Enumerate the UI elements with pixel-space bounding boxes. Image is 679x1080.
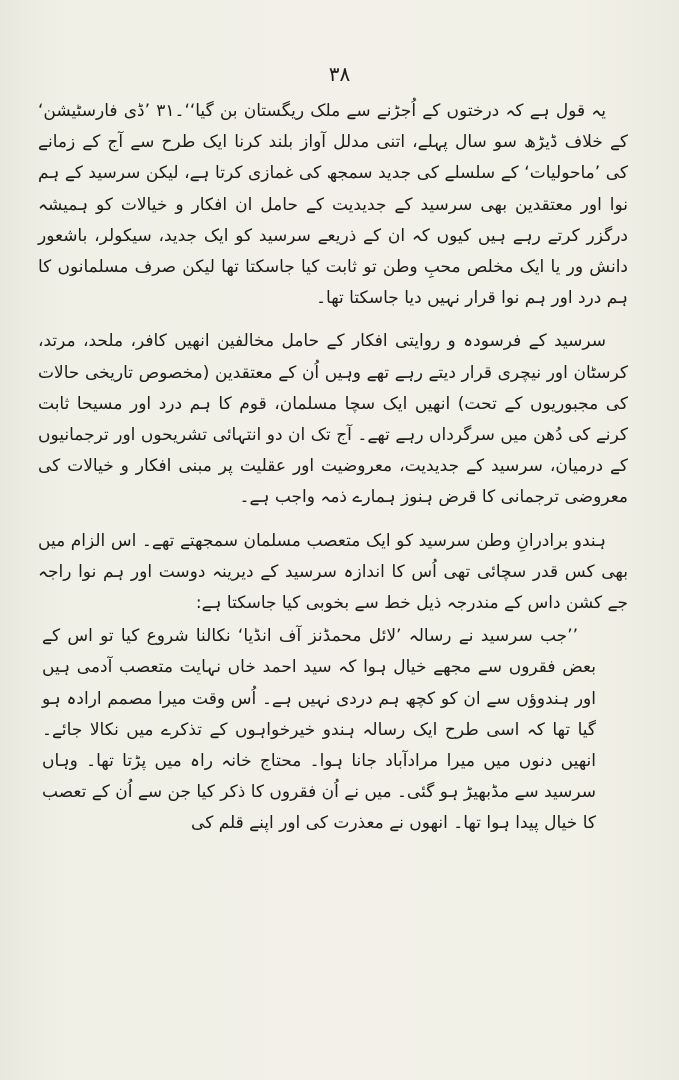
block-quote-letter: ’’جب سرسید نے رسالہ ’لائل محمڈنز آف انڈیا‘ نکالنا شروع کیا تو اس کے بعض فقروں سے مجھے خیال ہوا کہ سید احمد خاں نہایت متعصب آدمی ہیں اور ہندوؤں سے ان کو کچھ ہم دردی نہیں ہے۔ اُس وقت میرا مصمم ارادہ ہو گیا تھا کہ اسی طرح ایک رسالہ ہندو خیرخواہوں کے تذکرے میں نکالا جائے۔ انھیں دنوں میں میرا مرادآباد جانا ہوا۔ محتاج خانہ راہ میں پڑتا تھا۔ وہاں سرسید سے مڈبھیڑ ہو گئی۔ میں نے اُن فقروں کا ذکر کیا جن سے اُن کے تعصب کا خیال پیدا ہوا تھا۔ انھوں نے معذرت کی اور اپنے قلم کی bbox=[42, 626, 596, 834]
page-body bbox=[38, 96, 628, 840]
paragraph-hindu-perception: ہندو برادرانِ وطن سرسید کو ایک متعصب مسلمان سمجھتے تھے۔ اس الزام میں بھی کس قدر سچائی تھی اُس کا اندازہ سرسید کے دیرینہ دوست اور ہم نوا راجہ جے کشن داس کے مندرجہ ذیل خط سے بخوبی کیا جاسکتا ہے: bbox=[38, 530, 628, 614]
paragraph-interpretations: سرسید کے فرسودہ و روایتی افکار کے حامل مخالفین انھیں کافر، ملحد، مرتد، کرسٹان اور نیچری قرار دیتے رہے تھے وہیں اُن کے معتقدین (مخصوص تاریخی حالات کی مجبوریوں کے تحت) انھیں ایک سچا مسلمان، قوم کا ہم درد اور مسیحا ثابت کرنے کی دُھن میں سرگرداں رہے تھے۔ آج تک ان دو انتہائی تشریحوں اور ترجمانیوں کے درمیان، سرسید کے جدیدیت، معروضیت اور عقلیت پر مبنی افکار و خیالات کی معروضی ترجمانی کا قرض ہنوز ہمارے ذمہ واجب ہے۔ bbox=[38, 331, 628, 508]
paragraph-deforestation: یہ قول ہے کہ درختوں کے اُجڑنے سے ملک ریگستان بن گیا‘‘۔۳۱ ’ڈی فارسٹیشن‘ کے خلاف ڈیڑھ سو سال پہلے، اتنی مدلل آواز بلند کرنا ایک طرح سے آج کے زمانے کی ’ماحولیات‘ کے سلسلے کی جدید سمجھ کی غمازی کرتا ہے، لیکن سرسید کے ہم نوا اور معتقدین بھی سرسید کے جدیدیت کے حامل ان افکار و خیالات کو ہمیشہ درگزر کرتے رہے ہیں کیوں کہ ان کے ذریعے سرسید کو ایک جدید، سیکولر، باشعور دانش ور یا ایک مخلص محبِ وطن تو ثابت کیا جاسکتا تھا لیکن صرف مسلمانوں کا ہم درد اور ہم نوا قرار نہیں دیا جاسکتا تھا۔ bbox=[38, 101, 628, 309]
page-number: ۳۸ bbox=[328, 62, 351, 86]
